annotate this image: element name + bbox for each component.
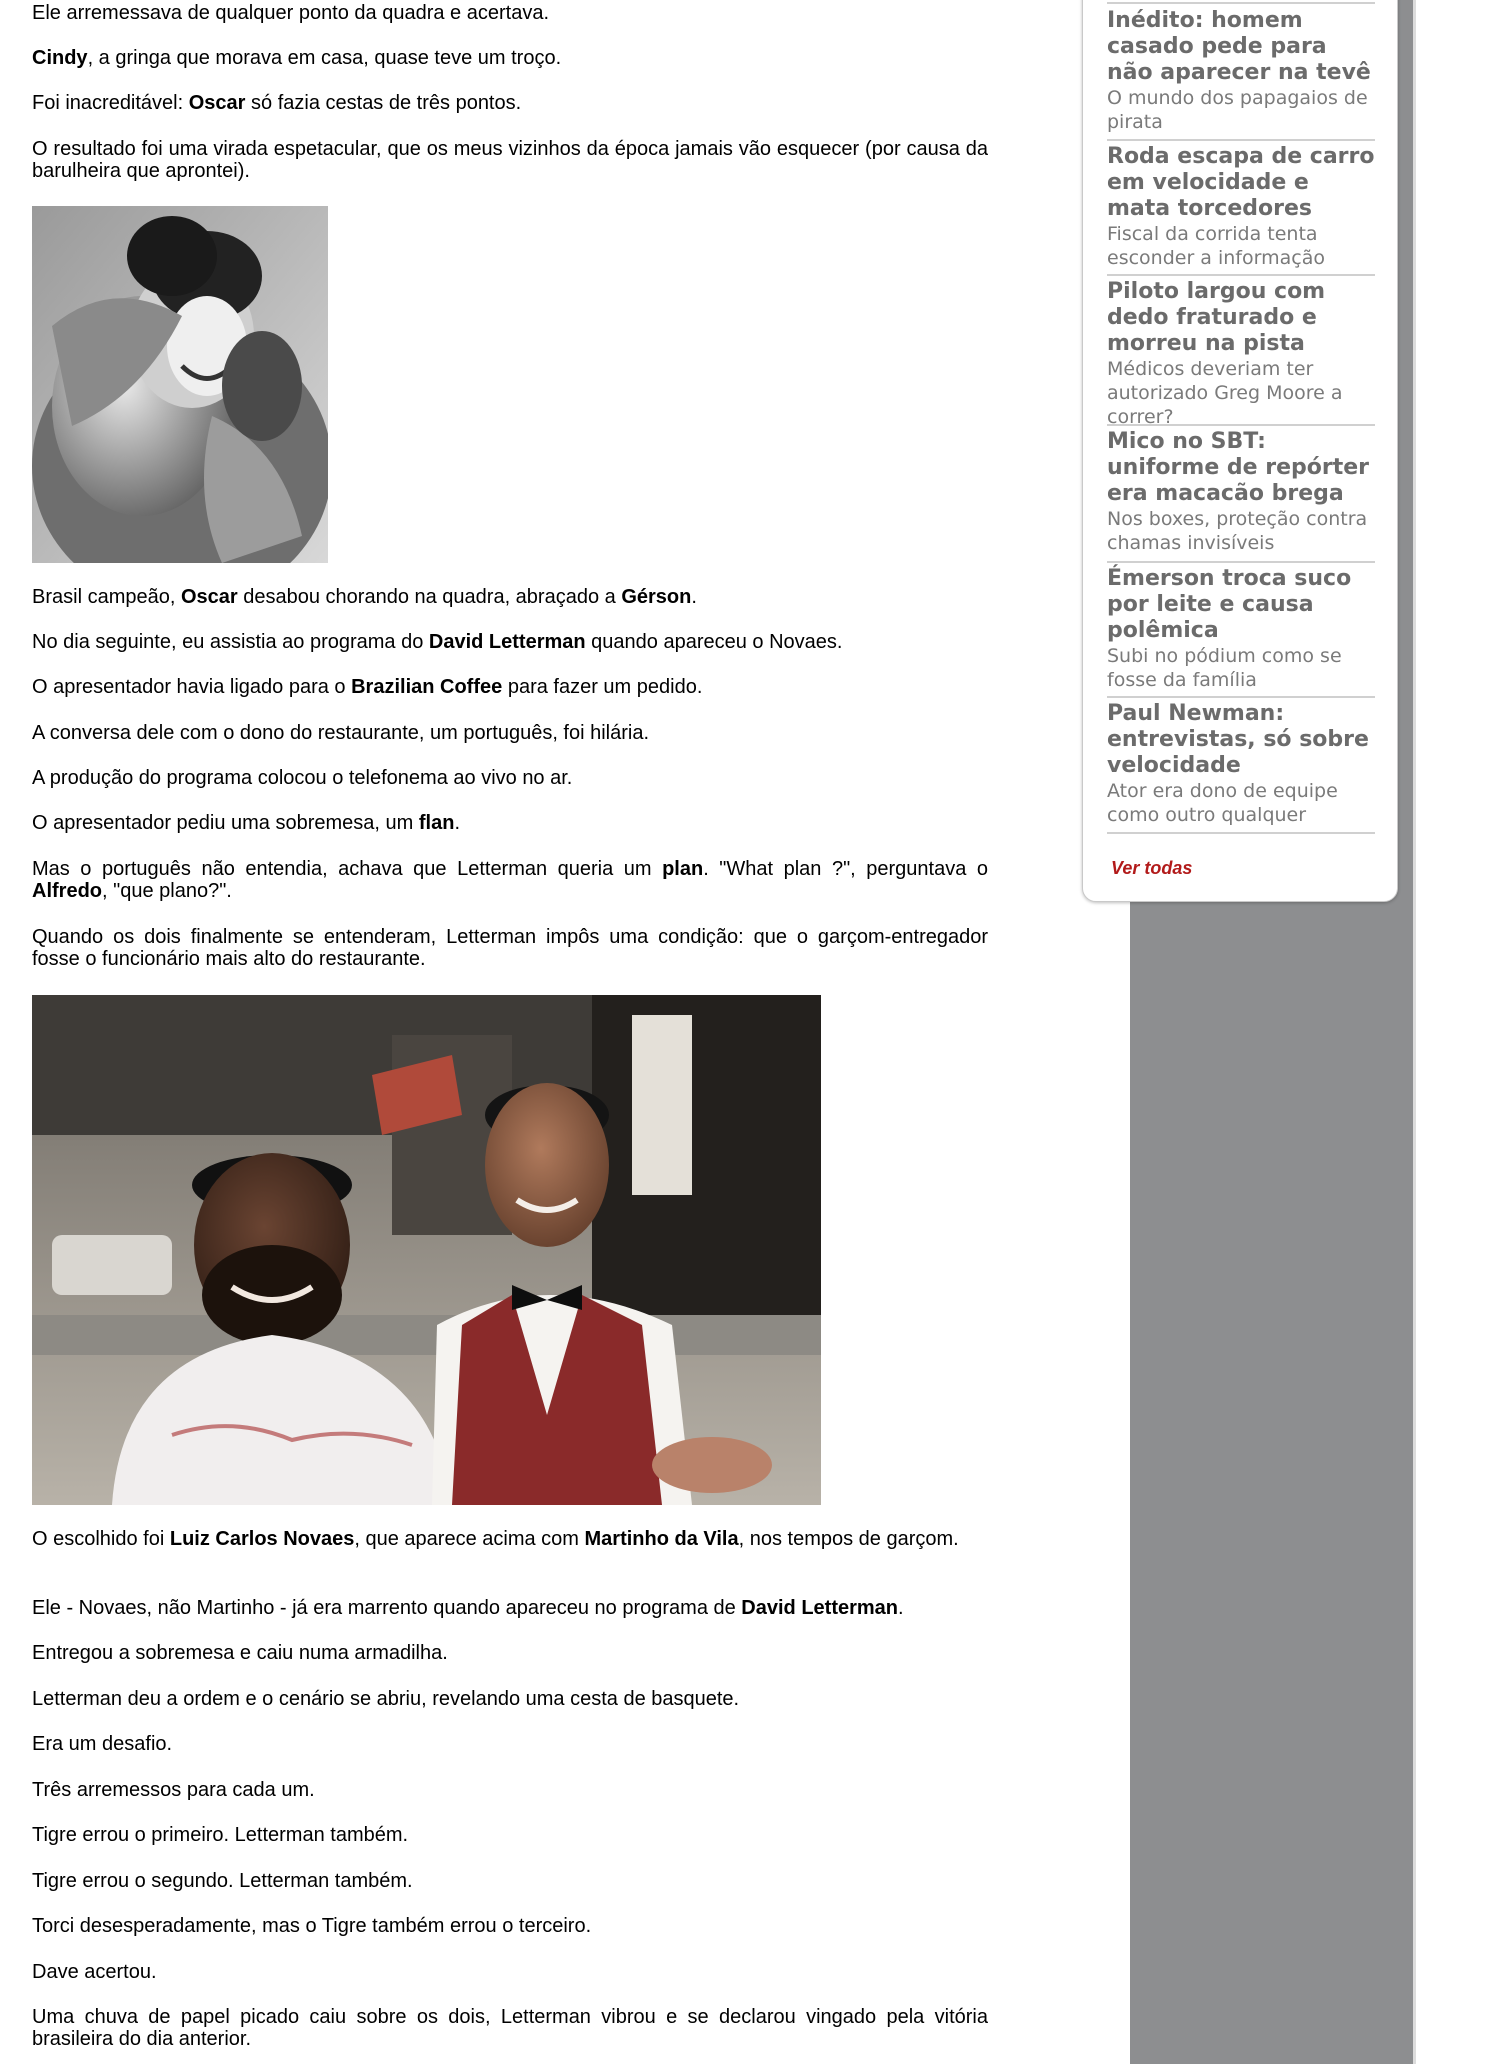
column-edge <box>1413 0 1416 2064</box>
paragraph: Tigre errou o segundo. Letterman também. <box>32 1870 413 1892</box>
paragraph: O apresentador havia ligado para o Brazilian Coffee para fazer um pedido. <box>32 676 703 698</box>
news-headline[interactable]: Roda escapa de carro em velocidade e mata torcedores <box>1107 144 1375 221</box>
oscar-hug-photo <box>32 206 328 563</box>
paragraph: Ele arremessava de qualquer ponto da quadra e acertava. <box>32 2 550 24</box>
paragraph: Tigre errou o primeiro. Letterman também. <box>32 1824 409 1846</box>
paragraph: Cindy, a gringa que morava em casa, quase teve um troço. <box>32 47 562 69</box>
news-item[interactable] <box>1107 561 1375 693</box>
paragraph: O escolhido foi Luiz Carlos Novaes, que aparece acima com Martinho da Vila, nos tempos de garçom. <box>32 1528 959 1550</box>
paragraph: Quando os dois finalmente se entenderam, Letterman impôs uma condição: que o garçom-entregador fosse o funcionário mais alto do restaurante. <box>32 926 988 970</box>
paragraph: Era um desafio. <box>32 1733 173 1755</box>
news-headline[interactable]: Émerson troca suco por leite e causa polêmica <box>1107 566 1352 643</box>
news-subline[interactable]: O mundo dos papagaios de pirata <box>1107 87 1368 133</box>
oscar-gerson-embrace-image <box>32 206 328 563</box>
paragraph: Brasil campeão, Oscar desabou chorando na quadra, abraçado a Gérson. <box>32 586 697 608</box>
paragraph: Mas o português não entendia, achava que Letterman queria um plan. "What plan ?", perguntava o Alfredo, "que plano?". <box>32 858 988 902</box>
paragraph: Torci desesperadamente, mas o Tigre também errou o terceiro. <box>32 1915 592 1937</box>
paragraph: Letterman deu a ordem e o cenário se abriu, revelando uma cesta de basquete. <box>32 1688 740 1710</box>
paragraph: A conversa dele com o dono do restaurante, um português, foi hilária. <box>32 722 650 744</box>
news-subline[interactable]: Subi no pódium como se fosse da família <box>1107 645 1342 691</box>
novaes-martinho-photo <box>32 995 821 1505</box>
news-headline[interactable]: Piloto largou com dedo fraturado e morreu na pista <box>1107 279 1326 356</box>
news-item[interactable] <box>1107 696 1375 828</box>
paragraph: Entregou a sobremesa e caiu numa armadilha. <box>32 1642 448 1664</box>
paragraph: Uma chuva de papel picado caiu sobre os dois, Letterman vibrou e se declarou vingado pela vitória brasileira do dia anterior. <box>32 2006 988 2050</box>
ver-todas-link[interactable]: Ver todas <box>1111 858 1193 878</box>
novaes-martinho-image <box>32 995 821 1505</box>
news-subline[interactable]: Fiscal da corrida tenta esconder a informação <box>1107 223 1325 269</box>
related-news-box <box>1082 0 1398 902</box>
news-headline[interactable]: Inédito: homem casado pede para não aparecer na tevê <box>1107 8 1371 85</box>
paragraph: O apresentador pediu uma sobremesa, um flan. <box>32 812 460 834</box>
news-item[interactable] <box>1107 139 1375 269</box>
news-item[interactable] <box>1107 274 1375 428</box>
news-item[interactable] <box>1107 424 1375 556</box>
paragraph: O resultado foi uma virada espetacular, que os meus vizinhos da época jamais vão esquecer (por causa da barulheira que aprontei). <box>32 138 988 182</box>
news-subline[interactable]: Médicos deveriam ter autorizado Greg Moore a correr? <box>1107 358 1343 428</box>
paragraph: No dia seguinte, eu assistia ao programa do David Letterman quando apareceu o Novaes. <box>32 631 843 653</box>
news-item[interactable] <box>1107 2 1375 133</box>
news-headline[interactable]: Paul Newman: entrevistas, só sobre velocidade <box>1107 701 1369 778</box>
paragraph: Foi inacreditável: Oscar só fazia cestas de três pontos. <box>32 92 522 114</box>
paragraph: A produção do programa colocou o telefonema ao vivo no ar. <box>32 767 573 789</box>
paragraph: Três arremessos para cada um. <box>32 1779 315 1801</box>
paragraph: Dave acertou. <box>32 1961 157 1983</box>
news-subline[interactable]: Ator era dono de equipe como outro qualquer <box>1107 780 1338 826</box>
news-subline[interactable]: Nos boxes, proteção contra chamas invisíveis <box>1107 508 1368 554</box>
news-divider <box>1107 832 1375 834</box>
news-headline[interactable]: Mico no SBT: uniforme de repórter era macacão brega <box>1107 429 1370 506</box>
paragraph: Ele - Novaes, não Martinho - já era marrento quando apareceu no programa de David Letterman. <box>32 1597 904 1619</box>
